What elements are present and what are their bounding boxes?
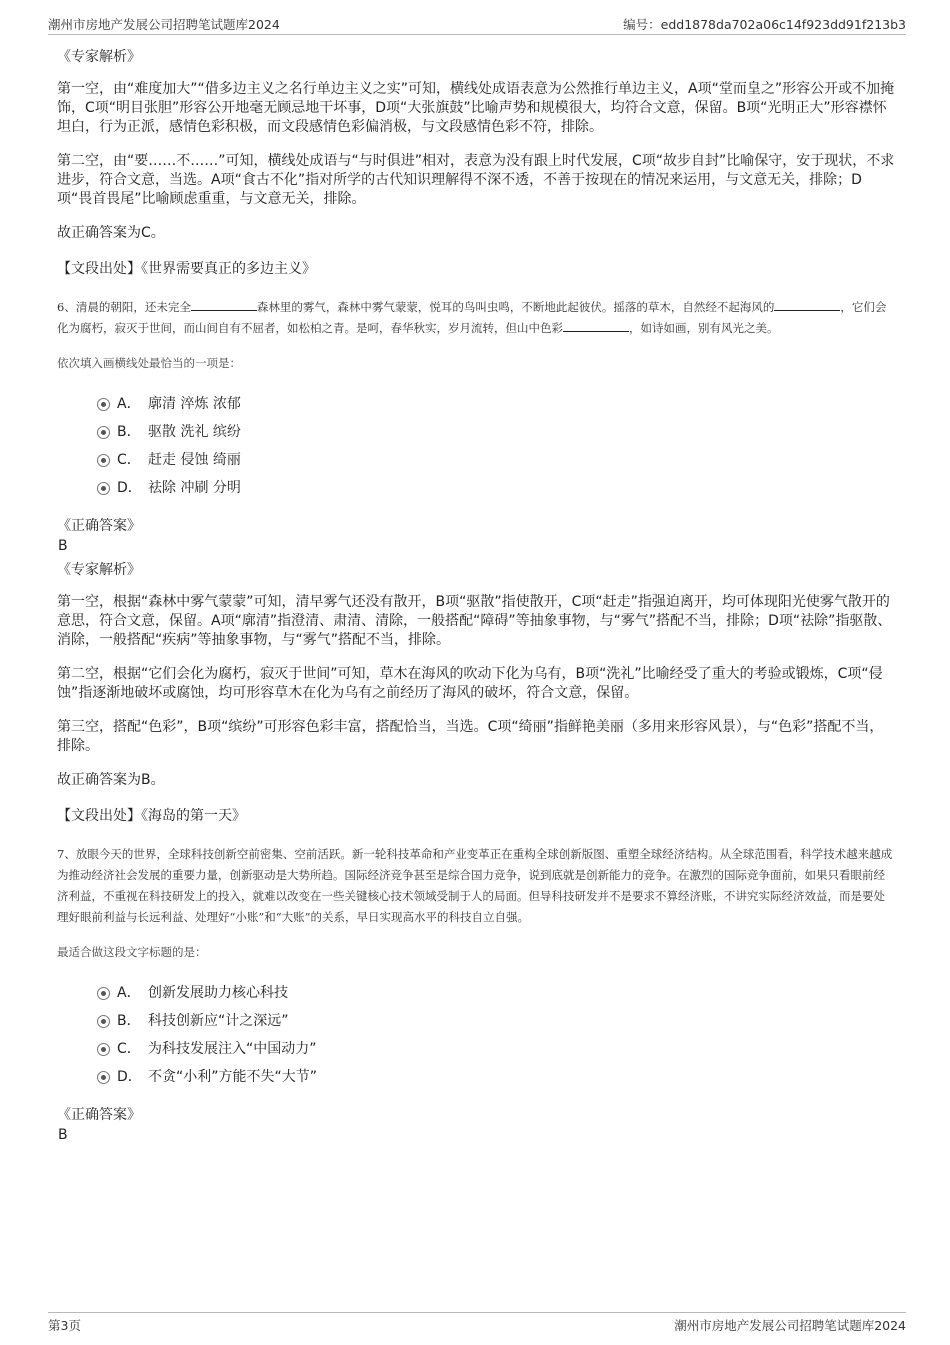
- radio-icon[interactable]: [97, 482, 110, 495]
- q7-prompt: 最适合做这段文字标题的是：: [57, 945, 207, 959]
- radio-icon[interactable]: [97, 398, 110, 411]
- q6-options: [97, 390, 895, 502]
- radio-icon[interactable]: [97, 454, 110, 467]
- q6-prompt: 依次填入画横线处最恰当的一项是：: [57, 356, 241, 370]
- q6-option-b[interactable]: B． 驱散 洗礼 缤纷: [97, 418, 895, 446]
- radio-icon[interactable]: [97, 987, 110, 1000]
- q6-analysis-label: 《专家解析》: [57, 562, 141, 578]
- q6-source: 【文段出处】《海岛的第一天》: [57, 808, 246, 824]
- q6-blank-2: [774, 298, 840, 311]
- q6-answer-label: 《正确答案》: [57, 518, 141, 534]
- q6-analysis-para-3: 第三空，搭配“色彩”，B项“缤纷”可形容色彩丰富，搭配恰当，当选。C项“绮丽”指鲜艳美丽（多用来形容风景），与“色彩”搭配不当，排除。: [57, 719, 884, 754]
- page-footer: [48, 1312, 906, 1335]
- q6-answer: B: [58, 538, 68, 554]
- footer-page-number: 第3页: [48, 1318, 81, 1333]
- header-title: 潮州市房地产发展公司招聘笔试题库2024: [48, 17, 280, 32]
- q7-option-d[interactable]: D． 不贪“小利”方能不失“大节”: [97, 1063, 895, 1091]
- q6-analysis-para-1: 第一空，根据“森林中雾气蒙蒙”可知，清早雾气还没有散开，B项“驱散”指使散开，C项“赶走”指强迫离开，均可体现阳光使雾气散开的意思，符合文意，保留。A项“廓清”指澄清、肃清、清除，一般搭配“障碍”等抽象事物，与“雾气”搭配不当，排除；D项“祛除”指驱散、消除，一般搭配“疾病”等抽象事物，与“雾气”搭配不当，排除。: [57, 594, 892, 648]
- q7-options: [97, 979, 895, 1091]
- prev-analysis-para-1: 第一空，由“难度加大”“借多边主义之名行单边主义之实”可知，横线处成语表意为公然推行单边主义，A项“堂而皇之”形容公开或不加掩饰，C项“明目张胆”形容公开地毫无顾忌地干坏事，D项“大张旗鼓”比喻声势和规模很大，均符合文意，保留。B项“光明正大”形容襟怀坦白，行为正派，感情色彩积极，而文段感情色彩偏消极，与文段感情色彩不符，排除。: [57, 81, 895, 135]
- q7-option-a[interactable]: A． 创新发展助力核心科技: [97, 979, 895, 1007]
- q7-answer-label: 《正确答案》: [57, 1107, 141, 1123]
- q6-blank-3: [563, 319, 629, 332]
- q6-option-d[interactable]: D． 祛除 冲刷 分明: [97, 474, 895, 502]
- radio-icon[interactable]: [97, 1015, 110, 1028]
- prev-analysis-label: 《专家解析》: [57, 49, 141, 65]
- q6-stem: 6、清晨的朝阳，还未完全 森林里的雾气，森林中雾气蒙蒙，悦耳的鸟叫虫鸣，不断地此起彼伏。摇落的草木，自然经不起海风的 ，它们会化为腐朽，寂灭于世间，而山间自有不屈者，如松柏之青。是呵，春华秋实，岁月流转，但山中色彩 ，如诗如画，别有风光之美。: [57, 300, 887, 335]
- q6-option-c[interactable]: C． 赶走 侵蚀 绮丽: [97, 446, 895, 474]
- q7-option-b[interactable]: B． 科技创新应“计之深远”: [97, 1007, 895, 1035]
- page-header: [48, 12, 906, 35]
- q7-stem: 7、放眼今天的世界，全球科技创新空前密集、空前活跃。新一轮科技革命和产业变革正在重构全球创新版图、重塑全球经济结构。从全球范围看，科学技术越来越成为推动经济社会发展的重要力量，创新驱动是大势所趋。国际经济竞争甚至是综合国力竞争，说到底就是创新能力的竞争。在激烈的国际竞争面前，如果只看眼前经济利益，不重视在科技研发上的投入，就难以改变在一些关键核心技术领域受制于人的局面。但导科技研发并不是要求不算经济账，不讲究实际经济效益，而是要处理好眼前利益与长远利益、处理好“小账”和“大账”的关系，早日实现高水平的科技自立自强。: [57, 847, 893, 924]
- q6-analysis-para-2: 第二空，根据“它们会化为腐朽，寂灭于世间”可知，草木在海风的吹动下化为乌有，B项“洗礼”比喻经受了重大的考验或锻炼，C项“侵蚀”指逐渐地破坏或腐蚀，均可形容草木在化为乌有之前经历了海风的破坏，符合文意，保留。: [57, 666, 883, 701]
- page-content: [57, 46, 895, 1144]
- q7-answer: B: [58, 1127, 68, 1143]
- header-code: 编号：edd1878da702a06c14f923dd91f213b3: [623, 17, 906, 32]
- prev-analysis-para-2: 第二空，由“要……不……”可知，横线处成语与“与时俱进”相对，表意为没有跟上时代发展，C项“故步自封”比喻保守，安于现状，不求进步，符合文意，当选。A项“食古不化”指对所学的古代知识理解得不深不透，不善于按现在的情况来运用，与文意无关，排除；D项“畏首畏尾”比喻顾虑重重，与文意无关，排除。: [57, 153, 895, 207]
- radio-icon[interactable]: [97, 1043, 110, 1056]
- prev-source: 【文段出处】《世界需要真正的多边主义》: [57, 261, 316, 277]
- q6-option-a[interactable]: A． 廓清 淬炼 浓郁: [97, 390, 895, 418]
- q7-option-c[interactable]: C． 为科技发展注入“中国动力”: [97, 1035, 895, 1063]
- q6-answer-conclusion: 故正确答案为B。: [57, 772, 165, 788]
- radio-icon[interactable]: [97, 1071, 110, 1084]
- footer-title: 潮州市房地产发展公司招聘笔试题库2024: [674, 1318, 906, 1333]
- radio-icon[interactable]: [97, 426, 110, 439]
- prev-answer-conclusion: 故正确答案为C。: [57, 225, 165, 241]
- q6-blank-1: [191, 298, 257, 311]
